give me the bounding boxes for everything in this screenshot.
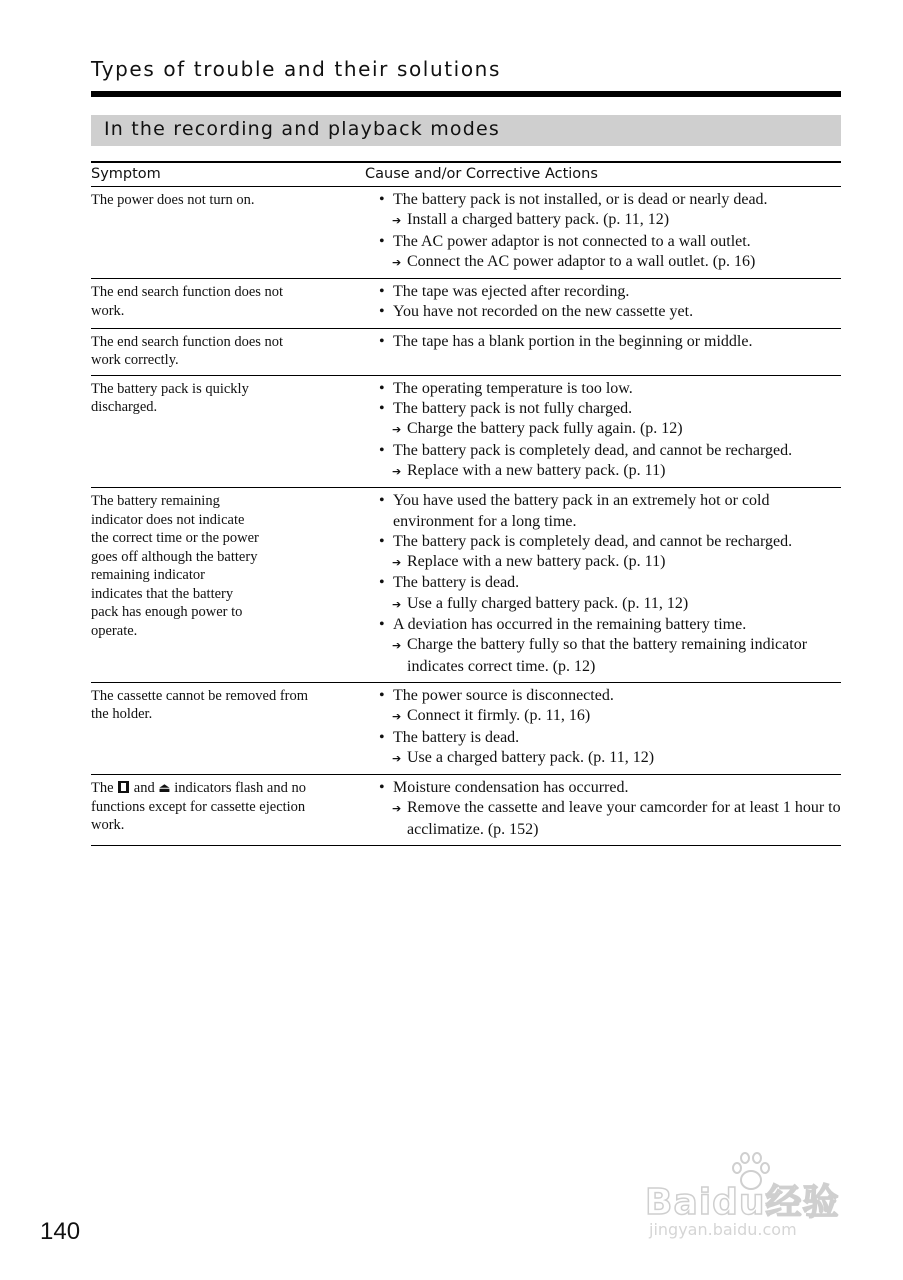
page-number: 140 xyxy=(40,1218,81,1245)
cause-item: • The operating temperature is too low. xyxy=(365,379,841,399)
symptom-line: remaining indicator xyxy=(91,567,205,584)
symptom-cell xyxy=(91,332,365,370)
watermark-url: jingyan.baidu.com xyxy=(649,1220,797,1239)
symptom-line: The cassette cannot be removed from xyxy=(91,687,309,704)
baidu-watermark xyxy=(645,1150,845,1242)
section-title: In the recording and playback modes xyxy=(104,118,501,140)
corrective-action-item: ➔ Use a fully charged battery pack. (p. 11, 12) xyxy=(365,594,841,615)
cause-item: • The battery pack is not installed, or is dead or nearly dead. xyxy=(365,190,841,210)
page-title: Types of trouble and their solutions xyxy=(91,57,501,81)
symptom-line: The power does not turn on. xyxy=(91,192,255,208)
cause-item: • The power source is disconnected. xyxy=(365,686,841,706)
section-header xyxy=(91,115,841,146)
symptom-line: discharged. xyxy=(91,399,158,416)
symptom-cell xyxy=(91,686,365,769)
symptom-line xyxy=(91,779,365,798)
symptom-text: indicators flash and no xyxy=(174,780,306,797)
cassette-icon xyxy=(118,781,129,793)
symptom-line: the correct time or the power xyxy=(91,530,259,547)
symptom-line: work correctly. xyxy=(91,352,179,369)
corrective-action-item: ➔ Replace with a new battery pack. (p. 11) xyxy=(365,552,841,573)
cause-item: • Moisture condensation has occurred. xyxy=(365,778,841,798)
cause-item: • You have not recorded on the new cassette yet. xyxy=(365,302,841,322)
causes-cell xyxy=(365,332,841,370)
symptom-line: indicates that the battery xyxy=(91,585,234,602)
table-row xyxy=(91,329,841,376)
symptom-line: goes off although the battery xyxy=(91,548,258,565)
symptom-line: the holder. xyxy=(91,706,153,723)
symptom-line: The battery remaining xyxy=(91,493,220,510)
corrective-action-item: ➔ Replace with a new battery pack. (p. 11) xyxy=(365,461,841,482)
cause-item: • The battery pack is completely dead, and cannot be recharged. xyxy=(365,532,841,552)
symptom-cell xyxy=(91,282,365,323)
corrective-action-item: ➔ Connect it firmly. (p. 11, 16) xyxy=(365,706,841,727)
table-row xyxy=(91,683,841,775)
troubleshooting-table xyxy=(91,161,841,846)
cause-item: • A deviation has occurred in the remaining battery time. xyxy=(365,615,841,635)
symptom-line: indicator does not indicate xyxy=(91,511,245,528)
symptom-text: The xyxy=(91,780,114,797)
causes-cell xyxy=(365,190,841,273)
watermark-logo: Baidu经验 xyxy=(645,1182,840,1223)
symptom-line: work. xyxy=(91,302,125,319)
eject-icon: ⏏ xyxy=(158,781,171,797)
symptom-cell xyxy=(91,778,365,840)
cause-item: • The AC power adaptor is not connected to a wall outlet. xyxy=(365,232,841,252)
table-row xyxy=(91,488,841,683)
symptom-line: The end search function does not xyxy=(91,284,284,301)
table-body xyxy=(91,187,841,775)
table-row xyxy=(91,187,841,279)
cause-item: • The battery pack is not fully charged. xyxy=(365,399,841,419)
symptom-cell xyxy=(91,379,365,482)
causes-column-header: Cause and/or Corrective Actions xyxy=(365,166,598,182)
cause-item: • The tape has a blank portion in the beginning or middle. xyxy=(365,332,841,352)
corrective-action-item: ➔ Charge the battery fully so that the battery remaining indicator indicates correct time. (p. 12) xyxy=(365,635,841,677)
table-row xyxy=(91,279,841,329)
title-rule xyxy=(91,91,841,97)
symptom-line: operate. xyxy=(91,622,138,639)
symptom-column-header: Symptom xyxy=(91,166,161,182)
symptom-line: The end search function does not xyxy=(91,333,284,350)
symptom-cell xyxy=(91,491,365,677)
symptom-line: pack has enough power to xyxy=(91,604,243,621)
cause-item: • You have used the battery pack in an extremely hot or cold environment for a long time. xyxy=(365,491,841,532)
cause-item: • The battery is dead. xyxy=(365,728,841,748)
corrective-action-item: ➔ Remove the cassette and leave your camcorder for at least 1 hour to acclimatize. (p. 152) xyxy=(365,798,841,840)
causes-cell xyxy=(365,778,841,840)
cause-item: • The battery is dead. xyxy=(365,573,841,593)
symptom-text: and xyxy=(133,780,155,797)
table-row xyxy=(91,775,841,846)
causes-cell xyxy=(365,282,841,323)
corrective-action-item: ➔ Connect the AC power adaptor to a wall outlet. (p. 16) xyxy=(365,252,841,273)
cause-item: • The tape was ejected after recording. xyxy=(365,282,841,302)
table-row xyxy=(91,376,841,488)
corrective-action-item: ➔ Use a charged battery pack. (p. 11, 12) xyxy=(365,748,841,769)
causes-cell xyxy=(365,379,841,482)
corrective-action-item: ➔ Charge the battery pack fully again. (p. 12) xyxy=(365,419,841,440)
causes-cell xyxy=(365,491,841,677)
causes-cell xyxy=(365,686,841,769)
table-header xyxy=(91,163,841,187)
symptom-cell xyxy=(91,190,365,273)
cause-item: • The battery pack is completely dead, and cannot be recharged. xyxy=(365,441,841,461)
symptom-line: work. xyxy=(91,817,125,834)
corrective-action-item: ➔ Install a charged battery pack. (p. 11, 12) xyxy=(365,210,841,231)
symptom-line: The battery pack is quickly xyxy=(91,380,249,397)
symptom-line: functions except for cassette ejection xyxy=(91,798,306,815)
